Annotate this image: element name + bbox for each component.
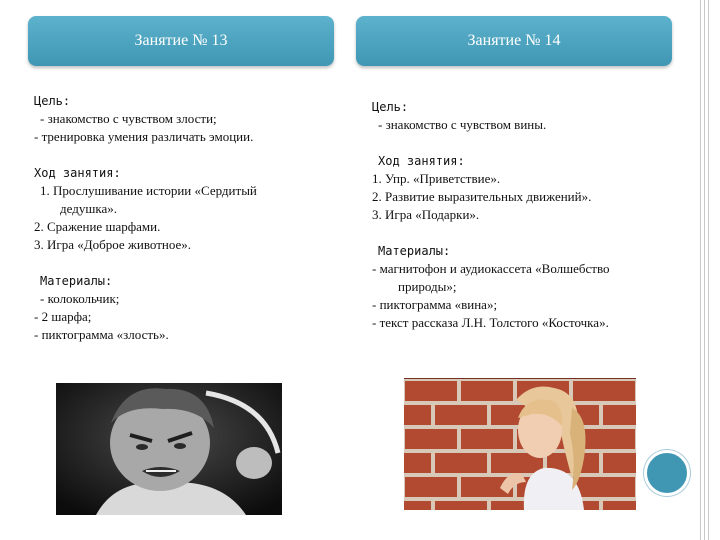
- course-item: дедушка».: [60, 201, 117, 216]
- course-item: 3. Игра «Доброе животное».: [34, 237, 192, 252]
- goal-heading: Цель:: [34, 94, 71, 108]
- girl-brick-wall-photo: [404, 378, 636, 510]
- lesson-13-header: [28, 16, 334, 66]
- materials-item: - колокольчик;: [40, 291, 120, 306]
- course-item: 1. Упр. «Приветствие».: [372, 171, 501, 186]
- materials-item: природы»;: [398, 279, 457, 294]
- materials-heading: Материалы:: [378, 244, 451, 258]
- goal-item: - знакомство с чувством злости;: [40, 111, 217, 126]
- goal-item: - знакомство с чувством вины.: [378, 117, 547, 132]
- goal-item: - тренировка умения различать эмоции.: [34, 129, 254, 144]
- lesson-14-content: [372, 98, 672, 332]
- decorative-circle: [644, 450, 690, 496]
- goal-heading: Цель:: [372, 100, 409, 114]
- materials-item: - магнитофон и аудиокассета «Волшебство: [372, 261, 610, 276]
- course-item: 2. Сражение шарфами.: [34, 219, 161, 234]
- materials-item: - текст рассказа Л.Н. Толстого «Косточка».: [372, 315, 609, 330]
- course-item: 3. Игра «Подарки».: [372, 207, 480, 222]
- materials-item: - 2 шарфа;: [34, 309, 92, 324]
- course-item: 1. Прослушивание истории «Сердитый: [40, 183, 257, 198]
- angry-boy-photo: [56, 383, 282, 515]
- course-item: 2. Развитие выразительных движений».: [372, 189, 592, 204]
- lesson-14-header: [356, 16, 672, 66]
- materials-item: - пиктограмма «вина»;: [372, 297, 498, 312]
- lesson-14-title: Занятие № 14: [467, 32, 561, 49]
- course-heading: Ход занятия:: [34, 166, 121, 180]
- lesson-13-title: Занятие № 13: [134, 32, 228, 49]
- course-heading: Ход занятия:: [378, 154, 465, 168]
- materials-item: - пиктограмма «злость».: [34, 327, 169, 342]
- materials-heading: Материалы:: [40, 274, 113, 288]
- lesson-13-content: [34, 92, 324, 344]
- slide-border-lines: [696, 0, 720, 540]
